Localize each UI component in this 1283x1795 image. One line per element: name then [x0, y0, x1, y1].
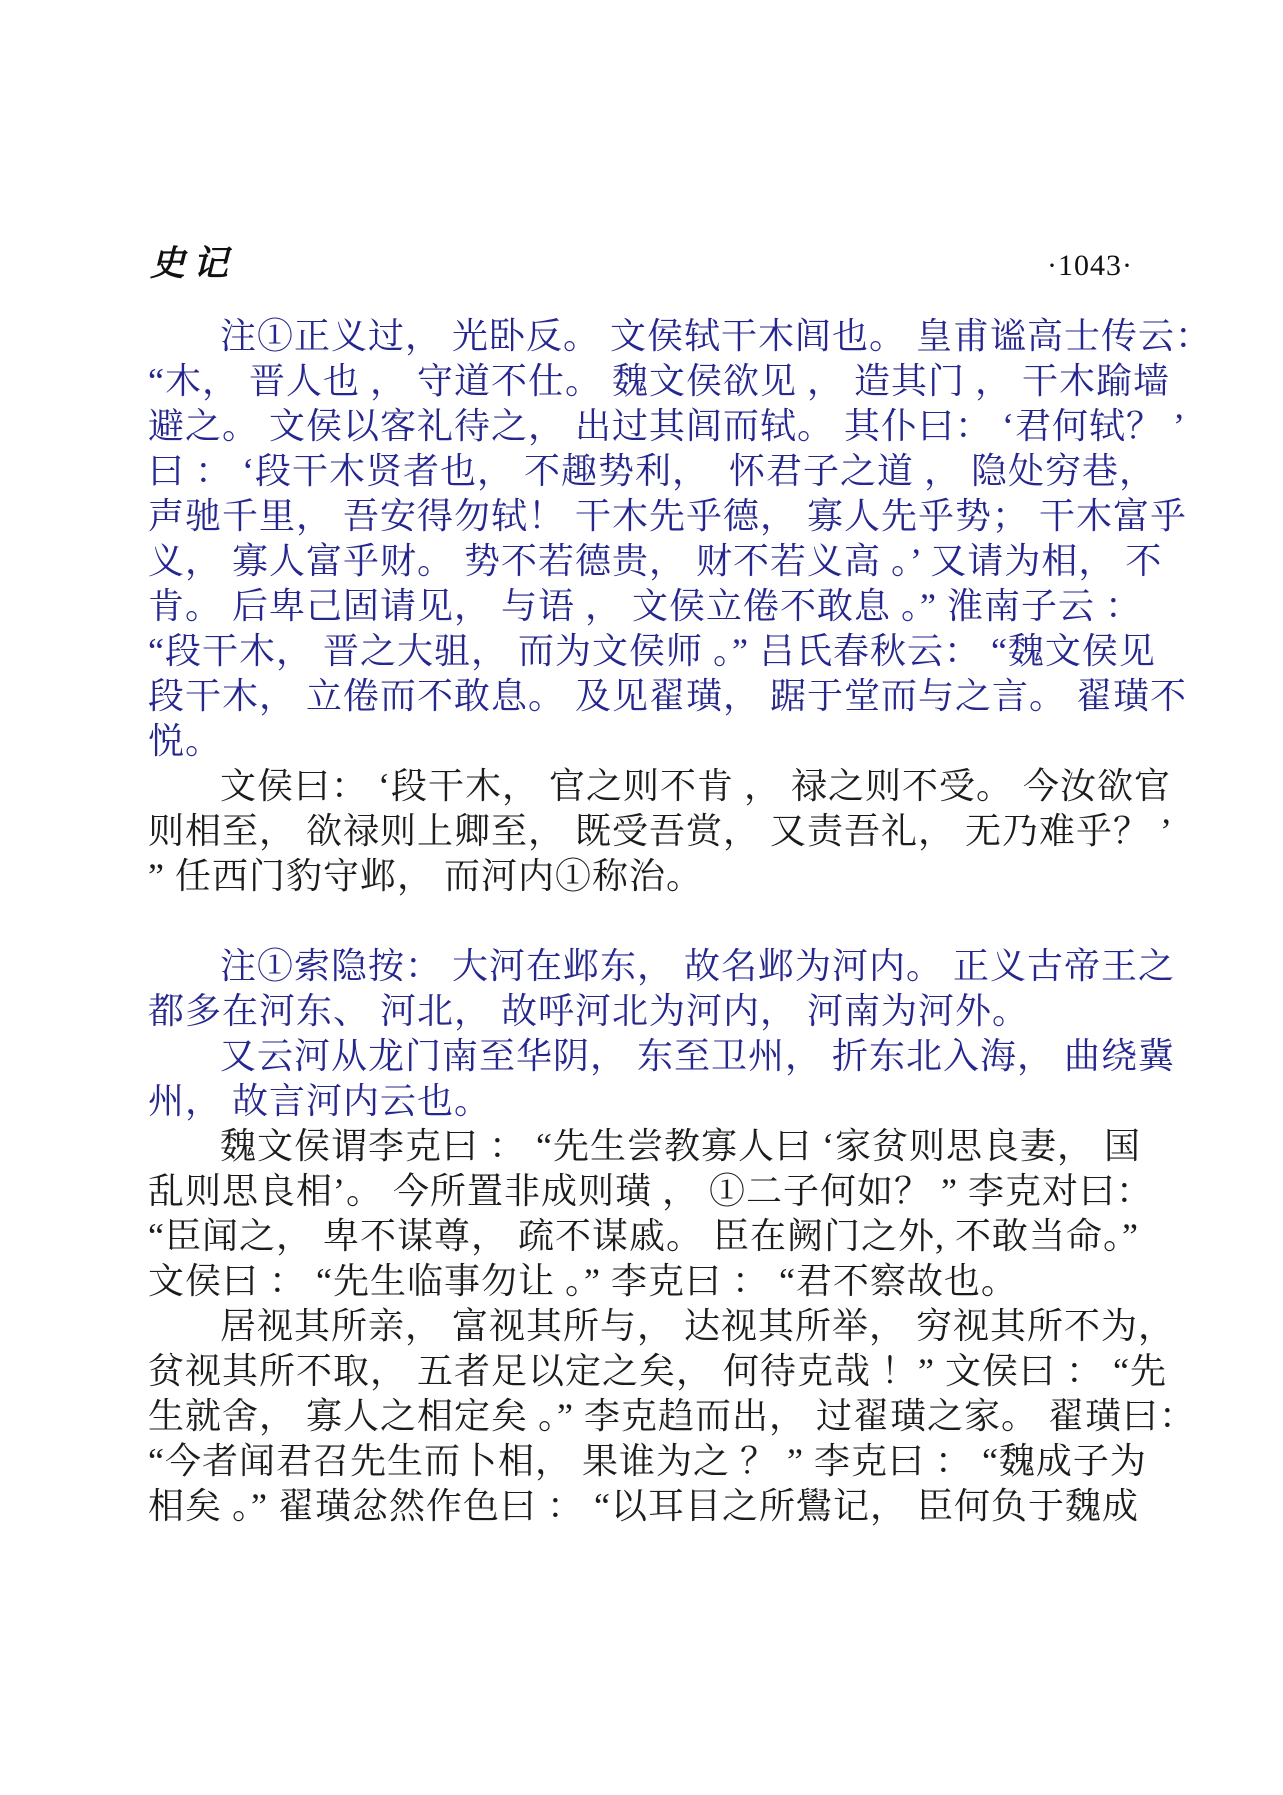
text-line: 则相至， 欲禄则上卿至， 既受吾赏， 又责吾礼， 无乃难乎？ ’	[148, 811, 1173, 851]
text-line: “段干木， 晋之大驵， 而为文侯师 。” 吕氏春秋云： “魏文侯见	[148, 631, 1156, 671]
text-line: 都多在河东、 河北， 故呼河北为河内， 河南为河外。	[148, 991, 1030, 1031]
blank-line	[148, 899, 1138, 944]
page-header	[150, 236, 1133, 286]
text-line: 避之。 文侯以客礼待之， 出过其闾而轼。 其仆曰： ‘君何轼？ ’	[148, 406, 1186, 446]
text-line: 声驰千里， 吾安得勿轼！ 干木先乎德， 寡人先乎势； 干木富乎	[148, 496, 1188, 536]
text-line: 生就舍， 寡人之相定矣 。” 李克趋而出， 过翟璜之家。 翟璜曰：	[148, 1396, 1196, 1436]
text-line: “今者闻君召先生而卜相， 果谁为之 ？ ” 李克曰 ： “魏成子为	[148, 1441, 1147, 1481]
page-body	[148, 314, 1213, 1529]
text-line: 注①正义过， 光卧反。 文侯轼干木闾也。 皇甫谧高士传云：	[220, 316, 1213, 356]
text-line: 贫视其所不取， 五者足以定之矣， 何待克哉 ！” 文侯曰 ： “先	[148, 1351, 1167, 1391]
text-line: 居视其所亲， 富视其所与， 达视其所举， 穷视其所不为，	[220, 1306, 1176, 1346]
text-line: 州， 故言河内云也。	[148, 1081, 492, 1121]
text-line: 注①索隐按： 大河在邺东， 故名邺为河内。 正义古帝王之	[220, 946, 1176, 986]
page-number: ·1043·	[1047, 249, 1133, 282]
text-line: 肯。 后卑己固请见， 与语 ， 文侯立倦不敢息 。” 淮南子云 ：	[148, 586, 1142, 626]
text-line: 魏文侯谓李克曰 ： “先生尝教寡人曰 ‘家贫则思良妻， 国	[220, 1126, 1141, 1166]
text-line: 又云河从龙门南至华阴， 东至卫州， 折东北入海， 曲绕冀	[220, 1036, 1176, 1076]
text-line: “木， 晋人也 ， 守道不仕。 魏文侯欲见 ， 造其门 ， 干木踰墙	[148, 361, 1170, 401]
text-line: 义， 寡人富乎财。 势不若德贵， 财不若义高 。’ 又请为相， 不	[148, 541, 1163, 581]
text-line: 曰 ： ‘段干木贤者也， 不趣势利， 怀君子之道 ， 隐处穷巷，	[148, 451, 1156, 491]
text-line: 文侯曰： ‘段干木， 官之则不肯 ， 禄之则不受。 今汝欲官	[220, 766, 1171, 806]
text-line: 乱则思良相’。 今所置非成则璜 ， ①二子何如？ ” 李克对曰：	[148, 1171, 1153, 1211]
book-title: 史记	[150, 244, 237, 283]
text-line: “臣闻之， 卑不谋尊， 疏不谋戚。 臣在阙门之外, 不敢当命。”	[148, 1216, 1139, 1256]
text-line: 段干木， 立倦而不敢息。 及见翟璜， 踞于堂而与之言。 翟璜不	[148, 676, 1188, 716]
text-line: ” 任西门豹守邺， 而河内①称治。	[148, 856, 703, 896]
text-line: 相矣 。” 翟璜忿然作色曰 ： “以耳目之所鷽记， 臣何负于魏成	[148, 1486, 1139, 1526]
text-line: 文侯曰 ： “先生临事勿让 。” 李克曰 ： “君不察故也。	[148, 1261, 1018, 1301]
text-line: 悦。	[148, 721, 223, 761]
